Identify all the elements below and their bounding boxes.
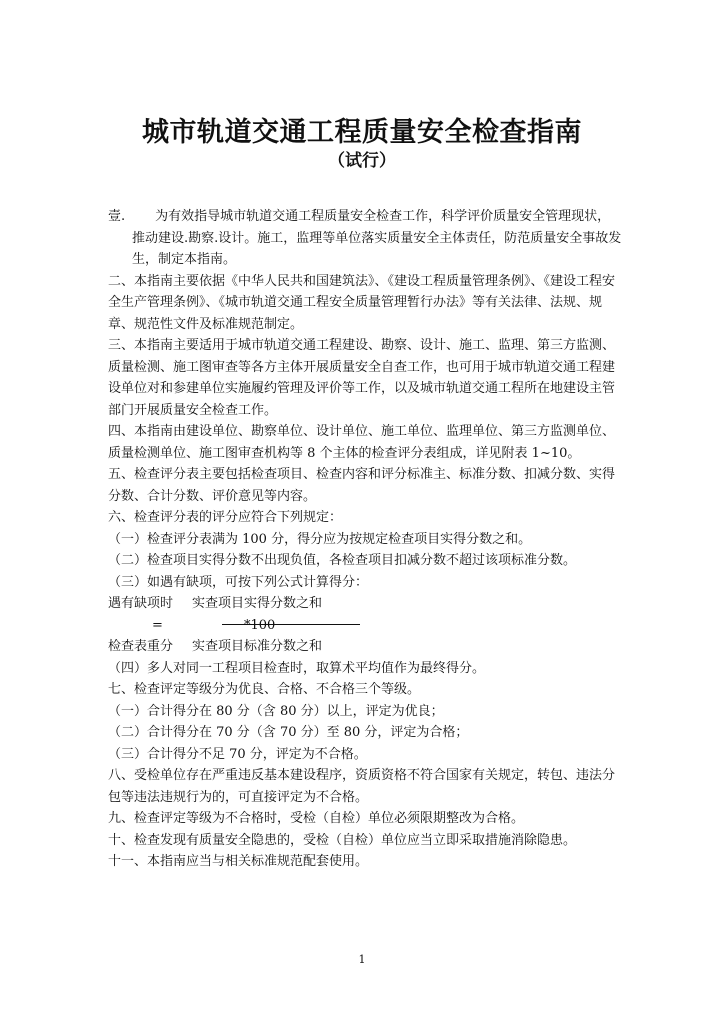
section-7-item-2: （二）合计得分在 70 分（含 70 分）至 80 分，评定为合格；: [108, 725, 469, 740]
formula-label-missing: 遇有缺项时: [108, 596, 174, 611]
section-7-item-1: （一）合计得分在 80 分（含 80 分）以上，评定为优良；: [108, 703, 444, 719]
document-subtitle: （试行）: [328, 151, 396, 171]
section-7-item-3: （三）合计得分不足 70 分，评定为不合格。: [108, 746, 367, 762]
document-body: [108, 206, 620, 873]
formula-line-3: [108, 636, 620, 658]
formula-line-1: [108, 593, 620, 615]
formula-multiplier: *100: [244, 617, 276, 633]
section-1-number: 壹.: [108, 209, 126, 224]
section-11: 十一、本指南应当与相关标准规范配套使用。: [108, 854, 369, 869]
section-1-text: 为有效指导城市轨道交通工程质量安全检查工作，科学评价质量安全管理现状，: [155, 209, 611, 224]
section-10: 十、检查发现有质量安全隐患的，受检（自检）单位应当立即采取措施消除隐患。: [108, 832, 577, 848]
section-8: 八、受检单位存在严重违反基本建设程序，资质资格不符合国家有关规定，转包、违法分包等违法违规行为的，可直接评定为不合格。: [108, 768, 616, 805]
formula-fraction-bar: [222, 624, 360, 625]
formula-line-2: [108, 615, 620, 637]
section-4: 四、本指南由建设单位、勘察单位、设计单位、施工单位、监理单位、第三方监测单位、质量检测单位、施工图审查机构等 8 个主体的检查评分表组成，详见附表 1~10。: [108, 424, 616, 461]
section-6-item-3: （三）如遇有缺项，可按下列公式计算得分：: [108, 574, 369, 590]
section-6-item-1: （一）检查评分表满为 100 分，得分应为按规定检查项目实得分数之和。: [108, 531, 532, 547]
section-6: 六、检查评分表的评分应符合下列规定：: [108, 510, 343, 525]
section-3: 三、本指南主要适用于城市轨道交通工程建设、勘察、设计、施工、监理、第三方监测、质量检测、施工图审查等各方主体开展质量安全自查工作，也可用于城市轨道交通工程建设单位对和参建单位实施履约管理及评价等工作，以及城市轨道交通工程所在地建设主管部门开展质量安全检查工作。: [108, 338, 616, 418]
section-7: 七、检查评定等级分为优良、合格、不合格三个等级。: [108, 682, 421, 697]
section-2: 二、本指南主要依据《中华人民共和国建筑法》、《建设工程质量管理条例》、《建设工程安全生产管理条例》、《城市轨道交通工程安全质量管理暂行办法》等有关法律、法规、规章、规范性文件及标准规范制定。: [108, 273, 616, 332]
formula-label-score: 检查表重分: [108, 639, 174, 654]
section-6-item-2: （二）检查项目实得分数不出现负值，各检查项目扣减分数不超过该项标准分数。: [108, 553, 577, 568]
formula-numerator: 实查项目实得分数之和: [192, 596, 323, 611]
section-1-line-1: [108, 206, 620, 228]
section-1-line-3: 生，制定本指南。: [132, 252, 237, 267]
section-6-item-4: （四）多人对同一工程项目检查时，取算术平均值作为最终得分。: [108, 660, 486, 676]
formula-denominator: 实查项目标准分数之和: [192, 639, 323, 654]
section-5: 五、检查评分表主要包括检查项目、检查内容和评分标准主、标准分数、扣减分数、实得分数、合计分数、评价意见等内容。: [108, 467, 616, 504]
formula-equals: =: [152, 617, 163, 633]
page-number: 1: [358, 953, 366, 966]
section-9: 九、检查评定等级为不合格时，受检（自检）单位必须限期整改为合格。: [108, 811, 525, 826]
section-1-line-2: 推动建设.勘察.设计。施工，监理等单位落实质量安全主体责任，防范质量安全事故发: [132, 230, 622, 246]
document-title: 城市轨道交通工程质量安全检查指南: [142, 117, 582, 148]
